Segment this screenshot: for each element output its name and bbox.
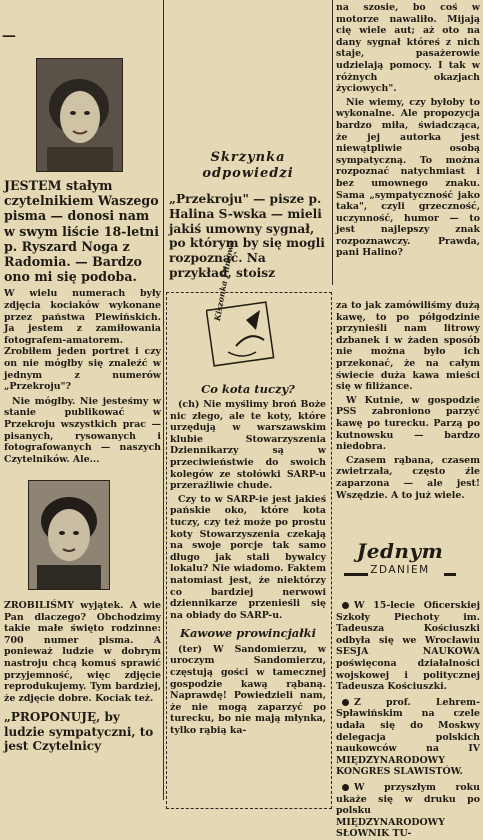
bullet-item-2 bbox=[336, 697, 480, 778]
portrait-photo-woman bbox=[36, 58, 123, 172]
bullet-text-2: Z prof. Lehrem-Spławińskim na czele udała się do Moskwy delegacja polskich naukowców na IV MIĘDZYNARODOWY KONGRES SLAWISTÓW. bbox=[336, 696, 480, 778]
bullet-dot-icon bbox=[342, 699, 349, 706]
jednym-zdaniem-heading bbox=[344, 540, 456, 584]
proponuje-paragraph: „PROPONUJĘ, by ludzie sympatyczni, to jest Czytelnicy bbox=[4, 710, 154, 754]
za-to-paragraph: za to jak zamówiliśmy dużą kawę, to po półgodzinie przynieśli nam litrowy dzbanek i w żaden sposób nie można było ich przekonać, że na całym świecie duża kawa mieści się w filiżance. bbox=[336, 300, 480, 393]
bullet-text-1: W 15-lecie Oficerskiej Szkoły Piechoty im. Tadeusza Kościuszki odbyła się we Wrocławiu SESJA NAUKOWA poświęcona działalności wojskowej i politycznej Tadeusza Kościuszki. bbox=[336, 600, 480, 693]
bullet-text-3: W przyszłym roku ukaże się w druku po polsku MIĘDZYNARODOWY SŁOWNIK TU- bbox=[336, 781, 480, 840]
jestem-paragraph: JESTEM stałym czytelnikiem Waszego pisma — donosi nam w swym liście 18-letni p. Ryszard Noga z Radomia. — Bardzo ono mi się podoba. bbox=[4, 178, 159, 285]
kota-paragraph-2: Czy to w SARP-ie jest jakieś pańskie oko, które kota tuczy, czy też może po prostu koty Stowarzyszenia czekają na swoje porcje tak samo długo jak stali bywalcy lokalu? Nie wiadomo. Faktem natomiast jest, że niektórzy co bardziej nerwowi dziennikarze przenieśli się na obiady do SARP-u. bbox=[170, 493, 326, 621]
heading-bar bbox=[444, 573, 456, 576]
nie-wiemy-paragraph: Nie wiemy, czy byłoby to wykonalne. Ale propozycja bardzo miła, świadcząca, że jej autorka jest niewątpliwie osobą sympatyczną. To można rozpoznać natychmiast i bez umownego znaku. Sama „sympatyczność jako taka", czyli grzeczność, uczynność, humor — to jest najlepszy znak rozpoznawczy. Prawda, pani Halino? bbox=[336, 96, 480, 259]
zdaniem-word: ZDANIEM bbox=[370, 564, 430, 576]
column-rule bbox=[332, 0, 333, 285]
kawowe-paragraph-1: (ter) W Sandomierzu, w uroczym Sandomierzu, częstują gości w tamecznej gospodzie kawą rąbaną. Naprawdę! Powiedzieli nam, że nie mogą zaparzyć po turecku, bo nie mają młynka, tylko rąbią ka- bbox=[170, 643, 326, 736]
nie-moglby-paragraph: Nie mógłby. Nie jesteśmy w stanie publikować w Przekroju wszystkich prac — pisanych, rysowanych i fotografowanych — naszych Czytelników. Ale... bbox=[4, 395, 161, 465]
portrait-photo-man bbox=[28, 480, 110, 590]
zrobilismy-paragraph: ZROBILIŚMY wyjątek. A wie Pan dlaczego? Obchodzimy takie małe święto rodzinne: 700 numer pisma. A ponieważ ludzie w dobrym nastroju chcą komuś sprawić przyjemność, więc zdjęcie reprodukujemy. Tym bardziej, że zdjęcie dobre. Kociak też. bbox=[4, 600, 161, 704]
skrzynka-title: Skrzynka odpowiedzi bbox=[202, 150, 294, 181]
bullet-item-3 bbox=[336, 782, 480, 840]
bullet-dot-icon bbox=[342, 602, 349, 609]
bullet-item-1 bbox=[336, 600, 480, 693]
kutno-paragraph: W Kutnie, w gospodzie PSS zabroniono parzyć kawę po turecku. Parzą po kutnowsku — bardzo niedobra. bbox=[336, 394, 480, 453]
kota-title: Co kota tuczy? bbox=[201, 382, 295, 396]
column-rule bbox=[163, 0, 164, 800]
top-left-fragment: — bbox=[2, 28, 16, 44]
szosie-paragraph: na szosie, bo coś w motorze nawaliło. Mijają cię wiele aut; aż oto na dany sygnał któreś z nich staje, pasażerowie udzielają pomocy. I tak w różnych okazjach życiowych". bbox=[336, 2, 480, 95]
wielu-paragraph: W wielu numerach były zdjęcia kociaków wykonane przez państwa Plewińskich. Ja jestem z zamiłowania fotografem-amatorem. Zrobiłem jeden portret i czy on nie mógłby się znaleźć w jednym z numerów „Przekroju"? bbox=[4, 288, 161, 393]
przekroju-paragraph: „Przekroju" — pisze p. Halina S-wska — mieli jakiś umowny sygnał, po którym by się mogli rozpoznać. Na przykład, stoisz bbox=[169, 192, 325, 280]
jednym-word: Jednym bbox=[356, 539, 444, 563]
kiszonka-logo bbox=[206, 239, 286, 372]
czasem-paragraph: Czasem rąbana, czasem zwietrzała, często źle zaparzona — ale jest! Wszędzie. A to już wiele. bbox=[336, 454, 480, 501]
heading-bar bbox=[344, 573, 368, 576]
kawowe-title: Kawowe prowincjałki bbox=[179, 626, 316, 641]
bullet-dot-icon bbox=[342, 784, 349, 791]
kota-paragraph-1: (ch) Nie myślimy broń Boże nic złego, ale te koty, które urzędują w warszawskim klubie Stowarzyszenia Dziennikarzy są w przeciwieństwie do swoich kolegów ze stołówki SARP-u przeraźliwie chude. bbox=[170, 399, 326, 492]
kiszonka-logo-text: Kiszonka Filmowa bbox=[212, 239, 236, 322]
